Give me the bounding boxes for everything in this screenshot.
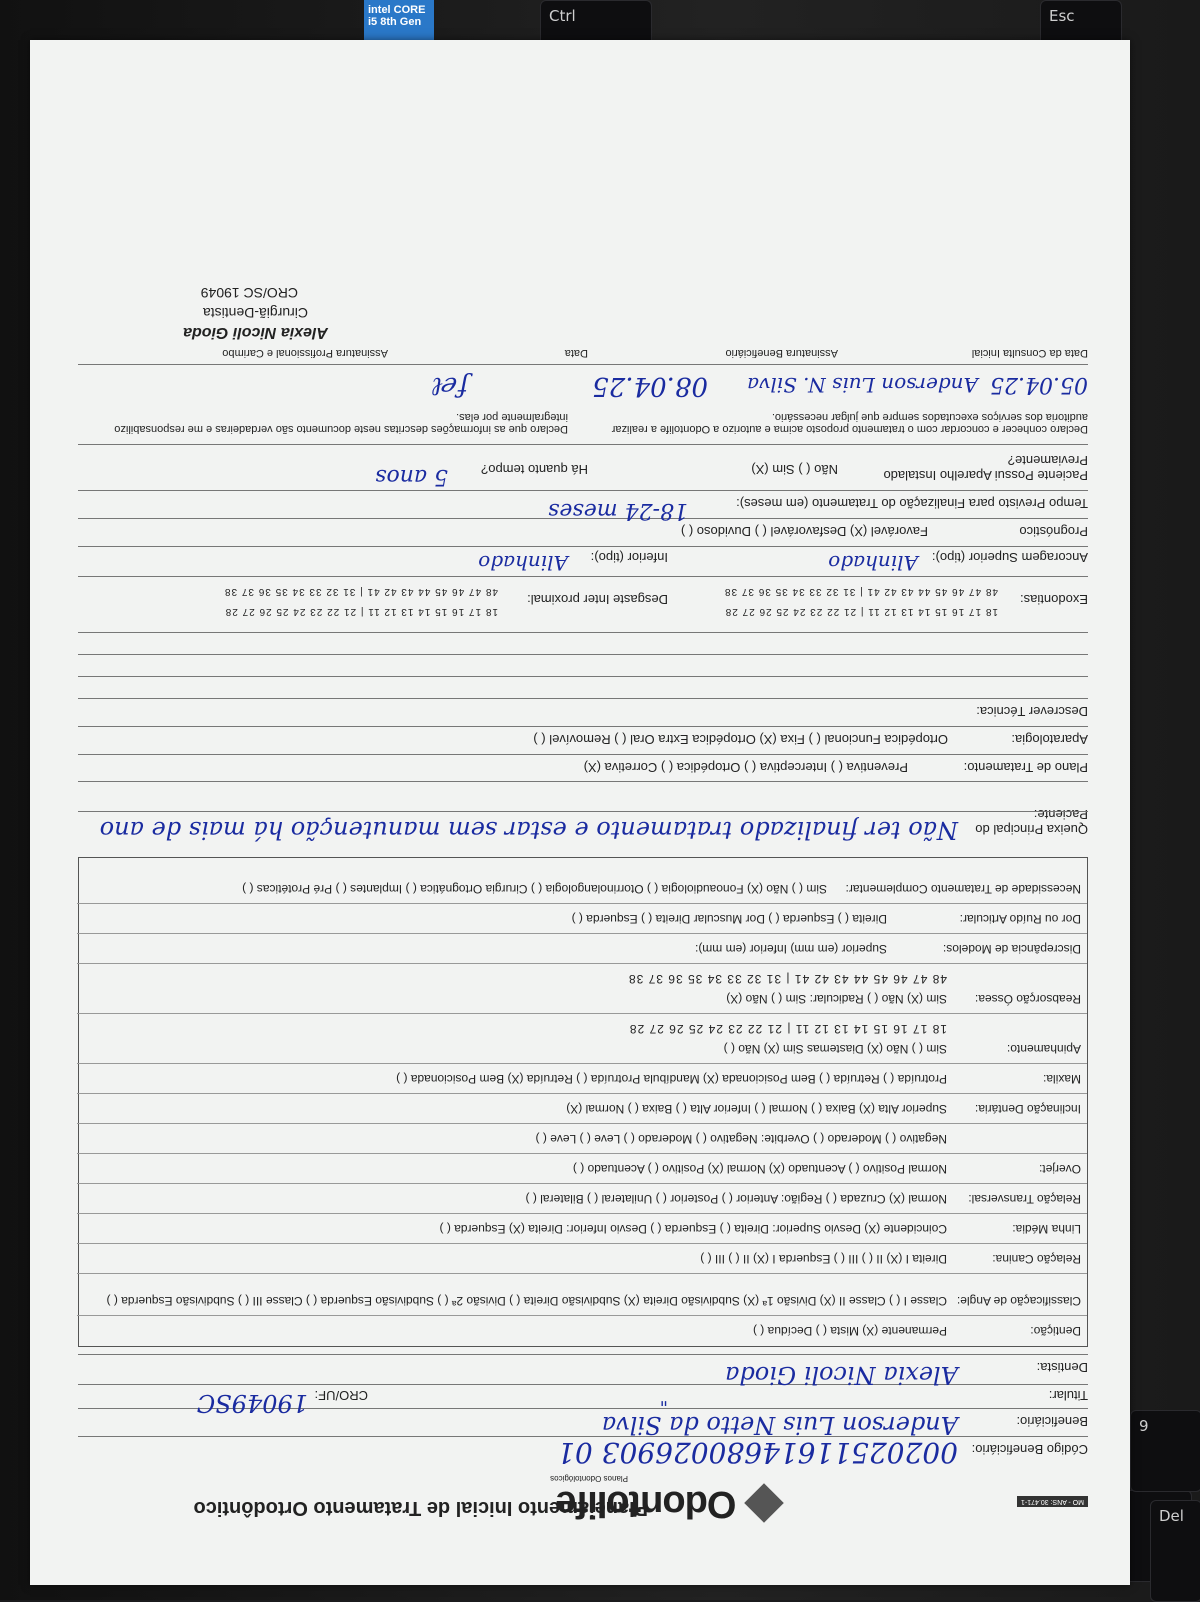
ans-code-badge: MO - ANS: 30.471-1 xyxy=(1017,1496,1088,1507)
key-ctrl: Ctrl xyxy=(540,0,652,72)
aparatologia-label: Aparatologia: xyxy=(1011,732,1088,747)
assinatura-beneficiario-label: Assinatura Beneficiário xyxy=(725,347,838,359)
row-relacao-transversal: Relação Transversal: Normal (X) Cruzada ( ) Região: Anterior ( ) Posterior ( ) Unilateral ( ) Bilateral ( ) xyxy=(77,1183,1087,1214)
titular-value: " xyxy=(659,1388,668,1409)
exodontias-label: Exodontias: xyxy=(1020,592,1088,607)
declaro-autorizo: Declaro conhecer e concordar com o tratamento proposto acima e autorizo a Odontolife a realizar auditoria dos serviços executados sempre que julgar necessário. xyxy=(611,411,1088,435)
desgaste-lower-teeth: 48 47 46 45 44 43 42 41 | 31 32 33 34 35 36 37 38 xyxy=(223,586,498,597)
data-consulta-value: 05.04.25 xyxy=(990,372,1088,397)
row-linha-media: Linha Média: Coincidente (X) Desvio Superior: Direita ( ) Esquerda ( ) Desvio Inferior: Direita (X) Esquerda ( ) xyxy=(77,1213,1087,1244)
data-label: Data xyxy=(564,347,588,359)
tecnica-label: Descrever Técnica: xyxy=(976,704,1088,719)
plano-label: Plano de Tratamento: xyxy=(963,760,1088,775)
professional-signature: ƒℯℓ xyxy=(432,371,468,401)
queixa-label: Queixa Principal do Paciente: xyxy=(975,807,1088,837)
key-9-pgup: 9 xyxy=(1130,1410,1200,1492)
row-denticao: Dentição: Permanente (X) Mista ( ) Decídua ( ) xyxy=(77,1315,1087,1346)
aparelho-label: Paciente Possui Aparelho Instalado Previamente? xyxy=(883,453,1088,483)
document-title: Planejamento Inicial de Tratamento Ortodôntico xyxy=(193,1497,648,1519)
row-relacao-canina: Relação Canina: Direita I (X) II ( ) III ( ) Esquerda I (X) II ( ) III ( ) xyxy=(77,1243,1087,1274)
queixa-value: Não ter finalizado tratamento e estar sem manutenção há mais de ano xyxy=(99,816,958,844)
logo-diamond-icon xyxy=(744,1484,784,1524)
row-overjet: Overjet: Normal Positivo ( ) Acentuado (X) Normal (X) Positivo ( ) Acentuado ( ) xyxy=(77,1153,1087,1184)
beneficiario-label: Beneficiário: xyxy=(1016,1414,1088,1429)
row-dor-ruido: Dor ou Ruído Articular: Direita ( ) Esquerda ( ) Dor Muscular Direita ( ) Esquerda ( ) xyxy=(77,903,1087,934)
row-tratamento-complementar: Necessidade de Tratamento Complementar: Sim ( ) Não (X) Fonoaudiologia ( ) Otorrinolangologia ( ) Cirurgia Ortognática ( ) Implantes ( ) Pré Protéticas ( ) xyxy=(242,882,1081,896)
row-inclinacao: Inclinação Dentária: Superior Alta (X) Baixa ( ) Normal ( ) Inferior Alta ( ) Baixa ( ) Normal (X) xyxy=(77,1093,1087,1124)
data-consulta-label: Data da Consulta Inicial xyxy=(971,347,1088,359)
assinatura-beneficiario-value: Anderson Luis N. Silva xyxy=(747,373,978,397)
dentista-label: Dentista: xyxy=(1036,1360,1088,1375)
odontolife-logo: OdontoIife Planos Odontológicos xyxy=(556,1482,778,1525)
ha-quanto-value: 5 anos xyxy=(375,464,448,489)
titular-label: Titular: xyxy=(1048,1388,1088,1403)
prognostico-options: Favorável (X) Desfavorável ( ) Duvidoso ( ) xyxy=(680,524,928,539)
beneficiario-value: Anderson Luis Netto da Silva xyxy=(601,1411,958,1439)
row-maxila: Maxila: Protruída ( ) Retruída ( ) Bem Posicionada (X) Mandíbula Protruída ( ) Retruída (X) Bem Posicionada ( ) xyxy=(77,1063,1087,1094)
codigo-value: 00202511614680026903 01 xyxy=(557,1436,958,1469)
codigo-label: Código Beneficiário: xyxy=(971,1442,1088,1457)
ancoragem-inf-label: Inferior (tipo): xyxy=(590,550,668,565)
dentista-value: Alexia Nicoli Gioda xyxy=(725,1361,958,1389)
tempo-value: 18-24 meses xyxy=(548,498,688,523)
data-value: 08.04.25 xyxy=(592,371,708,401)
ancoragem-sup-label: Ancoragem Superior (tipo): xyxy=(931,550,1088,565)
key-del: Del xyxy=(1150,1500,1200,1602)
orthodontic-form-paper xyxy=(30,40,1130,1585)
ancoragem-inf-value: Alinhado xyxy=(478,551,568,575)
desgaste-label: Desgaste Inter proximal: xyxy=(527,592,668,607)
row-discrepancia: Discrepância de Modelos: Superior (em mm) Inferior (em mm): xyxy=(77,933,1087,964)
exodontias-upper-teeth: 18 17 16 15 14 13 12 11 | 21 22 23 24 25 26 27 28 xyxy=(724,606,998,617)
ha-quanto-label: Há quanto tempo? xyxy=(481,462,588,477)
tempo-label: Tempo Previsto para Finalização do Tratamento (em meses): xyxy=(736,496,1088,511)
assinatura-profissional-label: Assinatura Profissional e Carimbo xyxy=(222,347,388,359)
cro-label: CRO/UF: xyxy=(314,1388,368,1403)
ancoragem-sup-value: Alinhado xyxy=(828,551,918,575)
key-esc: Esc xyxy=(1040,0,1122,62)
row-reabsorcao: Reabsorção Óssea: Sim (X) Não ( ) Radicular: Sim ( ) Não (X) 48 47 46 45 44 43 42 41 | 31 32 33 34 35 36 37 38 xyxy=(77,963,1087,1014)
form-content xyxy=(78,87,1088,1537)
row-apinhamento: Apinhamento: Sim ( ) Não (X) Diastemas Sim (X) Não ( ) 18 17 16 15 14 13 12 11 | 21 22 23 24 25 26 27 28 xyxy=(77,1013,1087,1064)
aparatologia-options: Ortopédica Funcional ( ) Fixa (X) Ortopédica Extra Oral ( ) Removível ( ) xyxy=(533,732,948,747)
desgaste-upper-teeth: 18 17 16 15 14 13 12 11 | 21 22 23 24 25 26 27 28 xyxy=(224,606,498,617)
carimbo-cro: CRO/SC 19049 xyxy=(200,285,298,301)
declaro-verdadeiras: Declaro que as informações descritas neste documento são verdadeiras e me responsabilizo integralmente por elas. xyxy=(114,411,568,435)
carimbo-name: Alexia Nicoli Gioda xyxy=(183,324,328,341)
exam-section xyxy=(78,857,1088,1347)
aparelho-options: Não ( ) Sim (X) xyxy=(751,462,838,477)
plano-options: Preventiva ( ) Interceptiva ( ) Ortopédica ( ) Corretiva (X) xyxy=(583,760,908,775)
prognostico-label: Prognóstico xyxy=(1019,524,1088,539)
exodontias-lower-teeth: 48 47 46 45 44 43 42 41 | 31 32 33 34 35 36 37 38 xyxy=(723,586,998,597)
row-overbite: Negativo ( ) Moderado ( ) Overbite: Negativo ( ) Moderado ( ) Leve ( ) Leve ( ) xyxy=(77,1123,1087,1154)
carimbo-role: Cirurgiã-Dentista xyxy=(202,305,308,321)
intel-sticker: intel CORE i5 8th Gen xyxy=(364,0,434,52)
cro-value: 19049SC xyxy=(196,1389,308,1417)
row-angle: Classificação de Angle: Classe I ( ) Classe II (X) Divisão 1ª (X) Subdivisão Direita (X) Subdivisão Direita ( ) Divisão 2ª ( ) Subdivisão Esquerda ( ) Classe III ( ) Subdivisão Esquerda ( ) xyxy=(77,1273,1087,1316)
